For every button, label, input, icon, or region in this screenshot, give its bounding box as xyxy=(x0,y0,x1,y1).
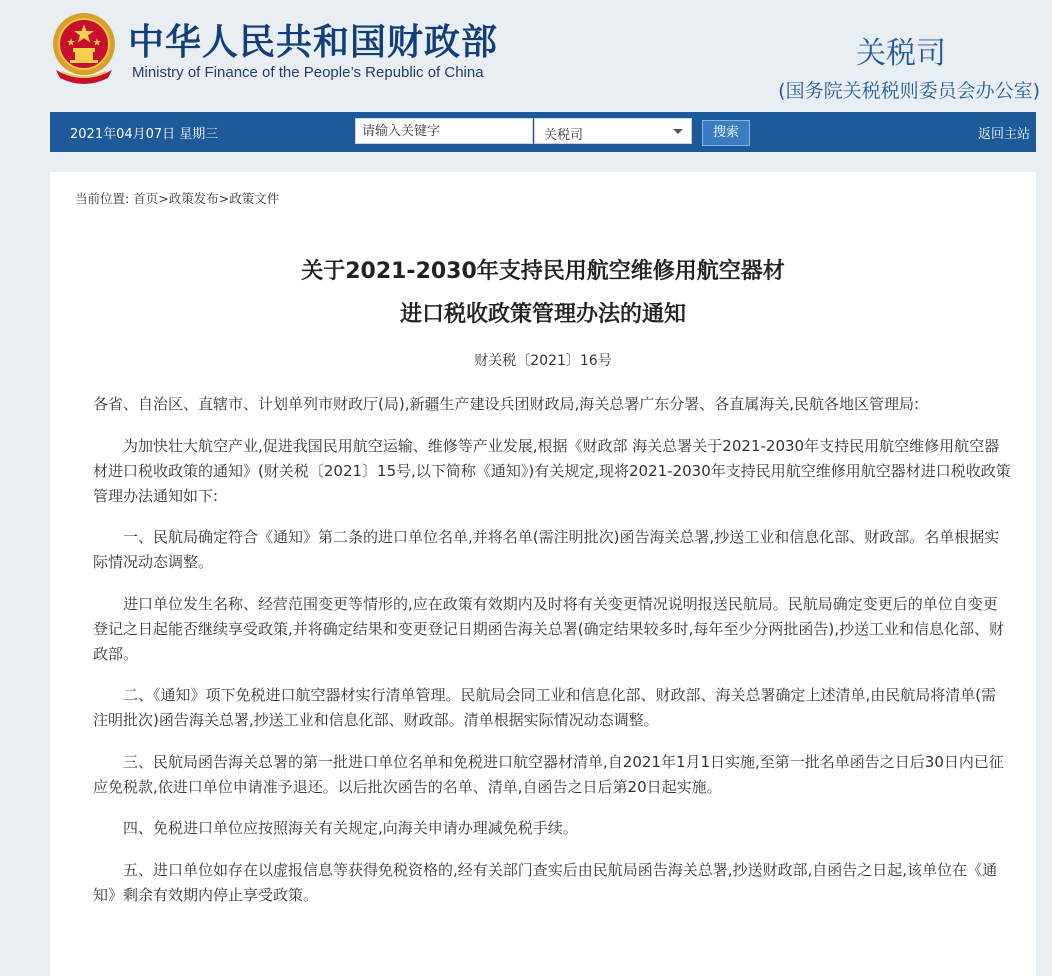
breadcrumb-label: 当前位置: xyxy=(75,191,130,206)
search-scope-value: 关税司 xyxy=(544,128,584,143)
current-date: 2021年04月07日 星期三 xyxy=(70,127,219,142)
body-paragraph: 一、民航局确定符合《通知》第二条的进口单位名单,并将名单(需注明批次)函告海关总署,抄送工业和信息化部、财政部。名单根据实际情况动态调整。 xyxy=(93,528,1000,571)
ministry-name-cn: 中华人民共和国财政部 xyxy=(128,21,499,63)
breadcrumb-home[interactable]: 首页 xyxy=(133,191,159,206)
search-button[interactable]: 搜索 xyxy=(702,120,750,146)
breadcrumb-policy-release[interactable]: 政策发布 xyxy=(168,191,219,206)
chevron-down-icon xyxy=(673,129,683,134)
breadcrumb-separator: > xyxy=(158,191,169,206)
addressee-paragraph: 各省、自治区、直辖市、计划单列市财政厅(局),新疆生产建设兵团财政局,海关总署广东分署、各直属海关,民航各地区管理局: xyxy=(93,395,920,413)
national-emblem-icon xyxy=(48,10,120,86)
article-body xyxy=(93,392,1011,924)
body-paragraph: 二、《通知》项下免税进口航空器材实行清单管理。民航局会同工业和信息化部、财政部、海关总署确定上述清单,由民航局将清单(需注明批次)函告海关总署,抄送工业和信息化部、财政部。清单根据实际情况动态调整。 xyxy=(93,686,997,729)
breadcrumb-policy-documents[interactable]: 政策文件 xyxy=(229,191,280,206)
article-container xyxy=(50,172,1036,976)
breadcrumb xyxy=(75,189,279,207)
department-title: 关税司 xyxy=(856,36,946,71)
department-subtitle: (国务院关税税则委员会办公室) xyxy=(778,80,1040,102)
body-paragraph: 四、免税进口单位应按照海关有关规定,向海关申请办理减免税手续。 xyxy=(123,819,578,837)
document-number: 财关税〔2021〕16号 xyxy=(474,353,612,369)
top-nav-bar xyxy=(50,112,1036,152)
search-input[interactable] xyxy=(355,118,533,144)
return-home-link[interactable]: 返回主站 xyxy=(977,127,1030,142)
body-paragraph: 三、民航局函告海关总署的第一批进口单位名单和免税进口航空器材清单,自2021年1月1日实施,至第一批名单函告之日后30日内已征应免税款,依进口单位申请准予退还。以后批次函告的名单、清单,自函告之日后第20日起实施。 xyxy=(93,752,1004,796)
article-title-line1: 关于2021-2030年支持民用航空维修用航空器材 xyxy=(301,259,785,284)
body-paragraph: 进口单位发生名称、经营范围变更等情形的,应在政策有效期内及时将有关变更情况说明报送民航局。民航局确定变更后的单位自变更登记之日起能否继续享受政策,并将确定结果和变更登记日期函告海关总署(确定结果较多时,每年至少分两批函告),抄送工业和信息化部、财政部。 xyxy=(93,594,1005,663)
article-title-line2: 进口税收政策管理办法的通知 xyxy=(399,302,686,327)
body-paragraph: 为加快壮大航空产业,促进我国民用航空运输、维修等产业发展,根据《财政部 海关总署关于2021-2030年支持民用航空维修用航空器材进口税收政策的通知》(财关税〔2021〕15号,以下简称《通知》)有关规定,现将2021-2030年支持民用航空维修用航空器材进口税收政策管理办法通知如下: xyxy=(93,436,1011,505)
search-scope-select[interactable] xyxy=(534,118,692,144)
body-paragraph: 五、进口单位如存在以虚报信息等获得免税资格的,经有关部门查实后由民航局函告海关总署,抄送财政部,自函告之日起,该单位在《通知》剩余有效期内停止享受政策。 xyxy=(93,860,998,904)
ministry-name-en: Ministry of Finance of the People’s Republic of China xyxy=(132,64,484,81)
breadcrumb-separator: > xyxy=(218,191,230,206)
site-header xyxy=(0,0,1052,110)
